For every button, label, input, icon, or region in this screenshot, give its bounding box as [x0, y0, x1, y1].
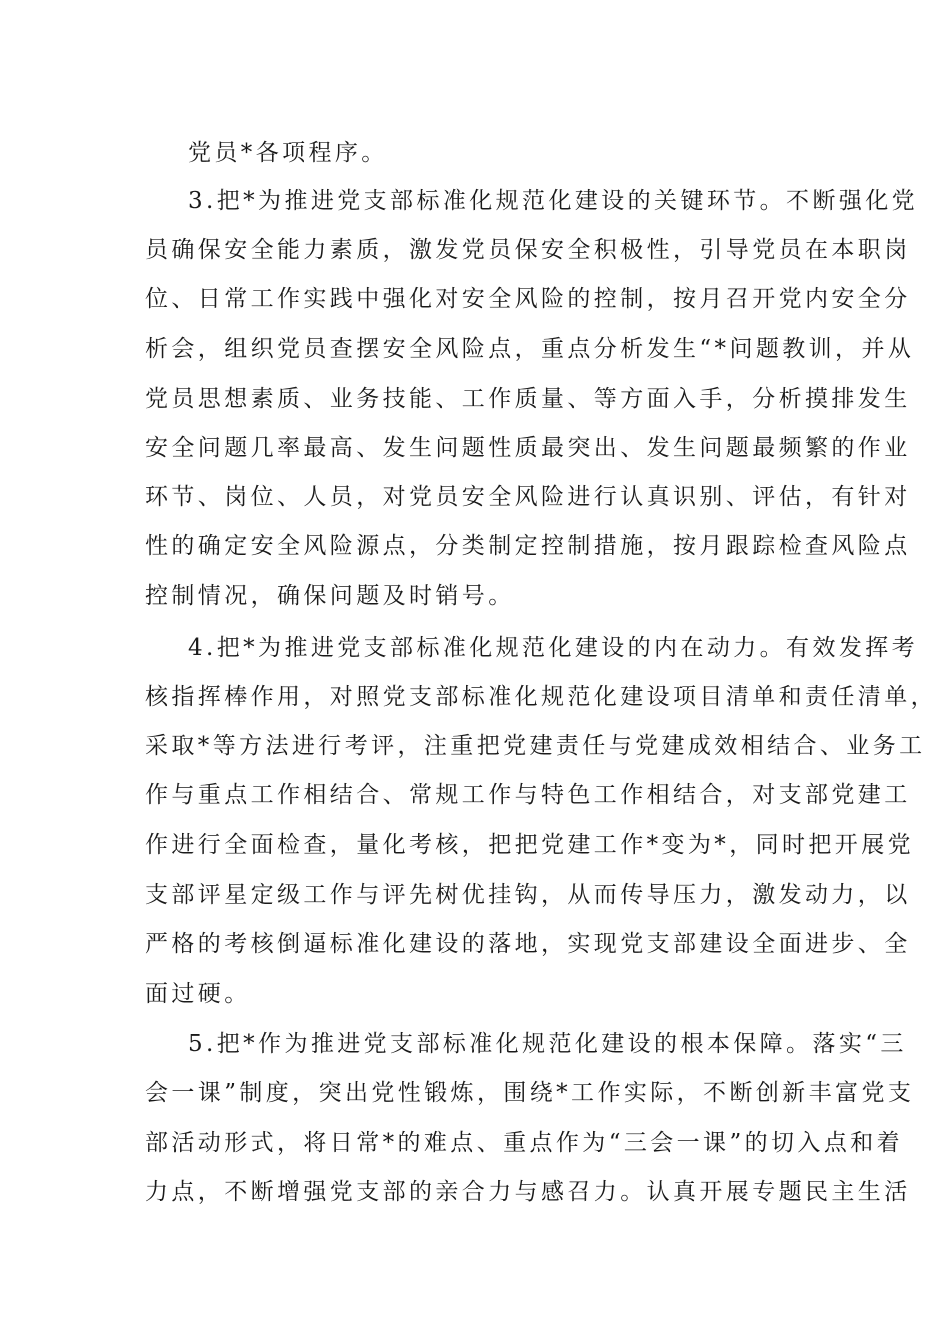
text-line: 会一课”制度，突出党性锻炼，围绕*工作实际，不断创新丰富党支	[145, 1080, 915, 1106]
text-line: 员确保安全能力素质，激发党员保安全积极性，引导党员在本职岗	[145, 237, 911, 263]
text-line: 4.把*为推进党支部标准化规范化建设的内在动力。有效发挥考	[188, 635, 919, 661]
text-line: 部活动形式，将日常*的难点、重点作为“三会一课”的切入点和着	[145, 1130, 904, 1156]
text-line: 安全问题几率最高、发生问题性质最突出、发生问题最频繁的作业	[145, 435, 911, 461]
text-line: 环节、岗位、人员，对党员安全风险进行认真识别、评估，有针对	[145, 484, 911, 510]
text-line: 核指挥棒作用，对照党支部标准化规范化建设项目清单和责任清单，	[145, 684, 937, 710]
text-line: 党员思想素质、业务技能、工作质量、等方面入手，分析摸排发生	[145, 386, 911, 412]
text-line: 析会，组织党员查摆安全风险点，重点分析发生“*问题教训，并从	[145, 336, 915, 362]
text-line: 力点，不断增强党支部的亲合力与感召力。认真开展专题民主生活	[145, 1179, 911, 1205]
text-line: 支部评星定级工作与评先树优挂钩，从而传导压力，激发动力，以	[145, 882, 911, 908]
text-line: 性的确定安全风险源点，分类制定控制措施，按月跟踪检查风险点	[145, 533, 911, 559]
text-line: 作进行全面检查，量化考核，把把党建工作*变为*，同时把开展党	[145, 832, 914, 858]
text-line: 采取*等方法进行考评，注重把党建责任与党建成效相结合、业务工	[145, 733, 926, 759]
text-line: 党员*各项程序。	[188, 140, 388, 166]
text-line: 位、日常工作实践中强化对安全风险的控制，按月召开党内安全分	[145, 286, 911, 312]
text-line: 3.把*为推进党支部标准化规范化建设的关键环节。不断强化党	[188, 188, 919, 214]
text-line: 5.把*作为推进党支部标准化规范化建设的根本保障。落实“三	[188, 1031, 907, 1057]
text-line: 作与重点工作相结合、常规工作与特色工作相结合，对支部党建工	[145, 782, 911, 808]
text-line: 严格的考核倒逼标准化建设的落地，实现党支部建设全面进步、全	[145, 931, 911, 957]
text-line: 控制情况，确保问题及时销号。	[145, 583, 515, 609]
text-line: 面过硬。	[145, 981, 251, 1007]
